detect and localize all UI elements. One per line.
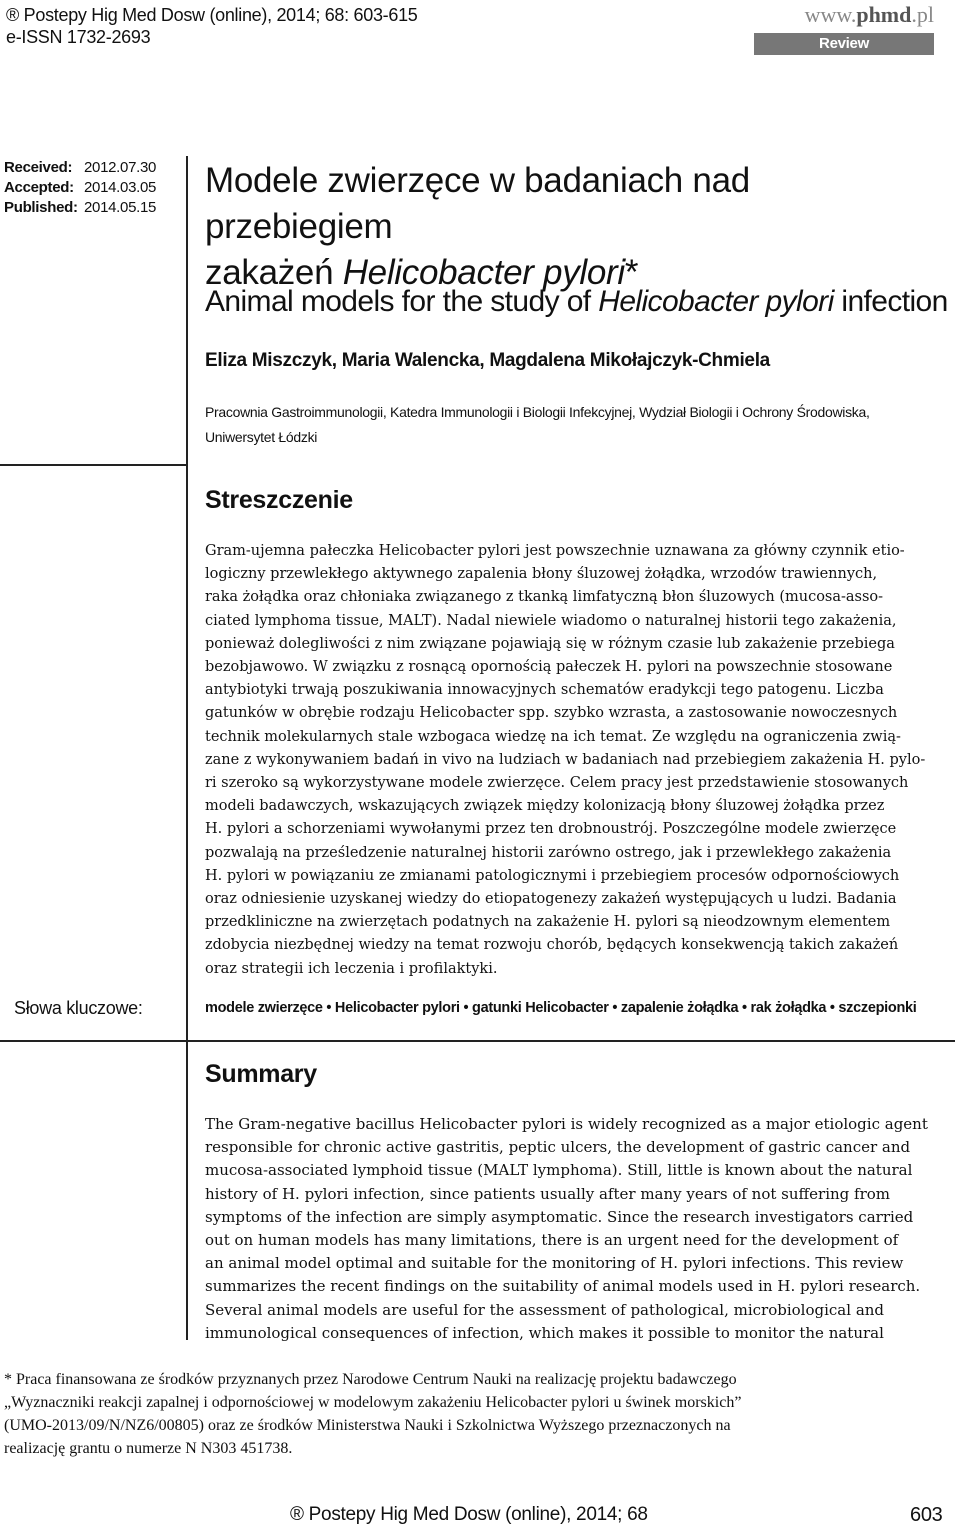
abstract-line: antybiotyki trwają poszukiwania innowacyjnych schematów eradykcji tego patogenu. Liczba bbox=[205, 682, 884, 699]
abstract-line: an animal model optimal and suitable for the monitoring of H. pylori infections. This review bbox=[205, 1254, 904, 1273]
abstract-line: ri szeroko są wykorzystywane modele zwierzęce. Celem pracy jest przedstawienie stosowanych bbox=[205, 775, 909, 792]
date-received: Received: 2012.07.30 bbox=[4, 159, 157, 176]
abstract-line: gatunków w obrębie rodzaju Helicobacter spp. szybko wzrasta, a zastosowanie nowoczesnych bbox=[205, 705, 898, 722]
abstract-line: symptoms of the infection are simply asymptomatic. Since the research investigators carried bbox=[205, 1207, 914, 1226]
funding-footnote bbox=[4, 1368, 954, 1460]
date-published: Published: 2014.05.15 bbox=[4, 199, 157, 216]
abstract-line: pozwalają na prześledzenie naturalnej historii zarówno ostrego, jak i przewlekłego zakażenia bbox=[205, 844, 892, 861]
abstract-line: out on human models has many limitations, there is an urgent need for the development of bbox=[205, 1231, 899, 1250]
footnote-line: „Wyznaczniki reakcji zapalnej i odpornościowej w modelowym zakażeniu Helicobacter pylori u świnek morskich” bbox=[4, 1394, 742, 1411]
abstract-line: technik molekularnych stale wzbogaca wiedzę na ich temat. Ze względu na ograniczenia zwią- bbox=[205, 728, 901, 745]
heading-streszczenie: Streszczenie bbox=[205, 486, 353, 514]
abstract-line: logiczny przewlekłego aktywnego zapalenia błony śluzowej żołądka, wrzodów trawiennych, bbox=[205, 566, 878, 583]
abstract-line: The Gram-negative bacillus Helicobacter pylori is widely recognized as a major etiologic agent bbox=[205, 1115, 928, 1133]
abstract-line: przedkliniczne na zwierzętach podatnych na zakażenie H. pylori są nieodzownym elementem bbox=[205, 914, 891, 931]
date-accepted: Accepted: 2014.03.05 bbox=[4, 179, 157, 196]
abstract-line: summarizes the recent findings on the suitability of animal models used in H. pylori research. bbox=[205, 1277, 921, 1296]
abstract-line: Several animal models are useful for the assessment of pathological, microbiological and bbox=[205, 1300, 885, 1319]
site-prefix: www. bbox=[804, 2, 857, 27]
abstract-line: zdobycia niezbędnej wiedzy na temat rozwoju chorób, będących konsekwencją takich zakażeń bbox=[205, 937, 899, 954]
abstract-line: oraz strategii ich leczenia i profilaktyki. bbox=[205, 960, 498, 977]
abstract-line: responsible for chronic active gastritis, peptic ulcers, the development of gastric cancer and bbox=[205, 1138, 911, 1157]
keywords-divider bbox=[0, 1040, 955, 1042]
footnote-line: * Praca finansowana ze środków przyznanych przez Narodowe Centrum Nauki na realizację projektu badawczego bbox=[4, 1371, 737, 1388]
abstract-line: immunological consequences of infection, which makes it possible to monitor the natural bbox=[205, 1323, 884, 1342]
abstract-line: oraz odniesienie uzyskanej wiedzy do etiopatogenezy zakażeń występujących u ludzi. Badania bbox=[205, 891, 897, 908]
authors: Eliza Miszczyk, Maria Walencka, Magdalena Mikołajczyk-Chmiela bbox=[205, 350, 770, 371]
footnote-line: (UMO-2013/09/N/NZ6/00805) oraz ze środków Ministerstwa Nauki i Szkolnictwa Wyższego przeznaczonych na bbox=[4, 1417, 731, 1434]
heading-summary: Summary bbox=[205, 1060, 317, 1088]
journal-header bbox=[6, 4, 418, 48]
journal-citation: ® Postepy Hig Med Dosw (online), 2014; 68: 603-615 bbox=[6, 5, 418, 25]
keywords-list: modele zwierzęce • Helicobacter pylori • gatunki Helicobacter • zapalenie żołądka • rak żołądka • szczepionki bbox=[205, 1000, 917, 1016]
abstract-line: Gram-ujemna pałeczka Helicobacter pylori jest powszechnie uznawana za główny czynnik etio- bbox=[205, 543, 905, 559]
vertical-divider bbox=[186, 156, 188, 1340]
abstract-line: H. pylori a schorzeniami wywołanymi przez ten drobnoustrój. Poszczególne modele zwierzęce bbox=[205, 821, 897, 838]
abstract-line: ponieważ dolegliwości z nim związane pojawiają się w różnym czasie lub zakażenie przebiega bbox=[205, 635, 895, 652]
abstract-line: ciated lymphoma tissue, MALT). Nadal niewiele wiadomo o naturalnej historii tego zakażenia, bbox=[205, 612, 897, 629]
article-type-badge: Review bbox=[754, 33, 934, 55]
abstract-english bbox=[205, 1113, 955, 1345]
abstract-line: history of H. pylori infection, since patients usually after many years of not suffering from bbox=[205, 1184, 891, 1203]
site-url[interactable] bbox=[805, 2, 934, 28]
abstract-polish bbox=[205, 540, 955, 981]
abstract-line: mucosa-associated lymphoid tissue (MALT lymphoma). Still, little is known about the natural bbox=[205, 1161, 913, 1180]
issn: e-ISSN 1732-2693 bbox=[6, 27, 151, 47]
abstract-line: zane z wykonywaniem badań in vivo na ludziach w badaniach nad przebiegiem zakażenia H. pylo- bbox=[205, 751, 926, 768]
keywords-label: Słowa kluczowe: bbox=[14, 998, 143, 1018]
abstract-line: bezobjawowo. W związku z rosnącą opornością pałeczek H. pylori na powszechnie stosowane bbox=[205, 659, 893, 676]
article-dates bbox=[4, 158, 156, 218]
title-english: Animal models for the study of Helicobacter pylori infection bbox=[205, 285, 948, 318]
footnote-line: realizację grantu o numerze N N303 451738. bbox=[4, 1440, 293, 1457]
affiliation: Pracownia Gastroimmunologii, Katedra Immunologii i Biologii Infekcyjnej, Wydział Biologii i Ochrony Środowiska, Uniwersytet Łódzki bbox=[205, 404, 870, 445]
site-suffix: .pl bbox=[911, 2, 934, 27]
abstract-line: H. pylori w powiązaniu ze zmianami patologicznymi i przebiegiem procesów odpornościowych bbox=[205, 867, 900, 884]
abstract-line: modeli badawczych, wskazujących związek między kolonizacją błony śluzowej żołądka przez bbox=[205, 798, 885, 815]
left-divider bbox=[0, 464, 188, 466]
site-domain: phmd bbox=[856, 2, 912, 27]
title-polish: Modele zwierzęce w badaniach nad przebiegiem zakażeń Helicobacter pylori* bbox=[205, 161, 750, 292]
abstract-line: raka żołądka oraz chłoniaka związanego z tkanką limfatyczną błon śluzowych (mucosa-asso- bbox=[205, 589, 884, 606]
footer-journal: ® Postepy Hig Med Dosw (online), 2014; 68 bbox=[290, 1504, 648, 1525]
page-number: 603 bbox=[910, 1504, 943, 1526]
